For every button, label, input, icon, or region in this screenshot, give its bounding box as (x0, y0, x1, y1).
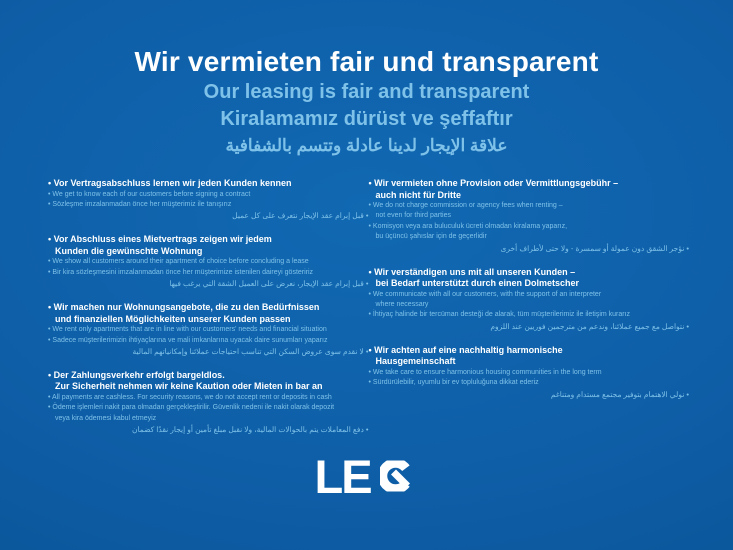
german-statement: • Vor Abschluss eines Mietvertrags zeigen wir jedem Kunden die gewünschte Wohnung (48, 234, 272, 256)
arabic-translation: • دفع المعاملات يتم بالحوالات المالية، ولا نقبل مبلغ تأمين أو إيجار نقدًا كضمان (132, 425, 369, 435)
german-statement: • Vor Vertragsabschluss lernen wir jeden Kunden kennen (48, 178, 292, 188)
headline-arabic: علاقة الإيجار لدينا عادلة وتتسم بالشفافية (225, 136, 508, 155)
english-translation: • We take care to ensure harmonious housing communities in the long term (368, 368, 602, 376)
info-section-show-apartment (48, 234, 369, 289)
svg-text:LE: LE (316, 450, 371, 494)
info-section-harmonious-community (369, 345, 690, 400)
headline-english: Our leasing is fair and transparent (203, 81, 530, 103)
turkish-translation: • Bir kira sözleşmesini imzalanmadan önce her müşterimize istenilen daireyi gösteririz (48, 268, 314, 276)
leg-logo (316, 450, 417, 494)
turkish-translation: • Sadece müşterilerimizin ihtiyaçlarına ve mali imkanlarına uyacak daire sunumları yaparız (48, 336, 328, 344)
english-translation: • We do not charge commission or agency fees when renting – not even for third parties (368, 202, 563, 220)
english-translation: • We communicate with all our customers, with the support of an interpreter where necessary (368, 290, 602, 309)
turkish-translation: • Sözleşme imzalanmadan önce her müşterimiz ile tanışırız (48, 200, 232, 208)
english-translation: • We show all customers around their apartment of choice before concluding a lease (48, 258, 309, 266)
info-section-suitable-offers (48, 302, 369, 357)
turkish-translation: • İhtiyaç halinde bir tercüman desteği de alarak, tüm müşterilerimiz ile iletişim kurarız (368, 311, 631, 319)
right-column (369, 178, 690, 448)
turkish-translation: • Komisyon veya ara buluculuk ücreti olmadan kiralama yaparız, bu üçüncü şahıslar için de geçerlidir (368, 222, 568, 241)
english-translation: • All payments are cashless. For security reasons, we do not accept rent or deposits in cash (48, 393, 332, 401)
left-column (48, 178, 369, 448)
german-statement: • Wir machen nur Wohnungsangebote, die zu den Bedürfnissen und finanziellen Möglichkeiten unserer Kunden passen (48, 302, 320, 324)
english-translation: • We get to know each of our customers before signing a contract (48, 190, 251, 198)
german-statement: • Der Zahlungsverkehr erfolgt bargeldlos. Zur Sicherheit nehmen wir keine Kaution oder Mieten in bar an (48, 369, 323, 392)
turkish-translation: • Ödeme işlemleri nakit para olmadan gerçekleştirilir. Güvenlik nedeni ile nakit olarak depozit veya kira ödemesi kabul etmeyiz (48, 404, 335, 422)
arabic-translation: • قبل إبرام عقد الإيجار نتعرف على كل عميل (232, 211, 369, 221)
turkish-translation: • Sürdürülebilir, uyumlu bir ev topluluğuna dikkat ederiz (368, 379, 539, 387)
info-section-no-commission (369, 178, 690, 254)
arabic-translation: • قبل إبرام عقد الإيجار، نعرض على العميل الشقة التي يرغب فيها (169, 279, 369, 289)
leg-logo-graphic (316, 450, 417, 494)
info-section-know-customers (48, 178, 369, 221)
headline-turkish: Kiralamamız dürüst ve şeffaftır (220, 108, 513, 130)
german-statement: • Wir verständigen uns mit all unseren Kunden – bei Bedarf unterstützt durch einen Dolmetscher (368, 266, 580, 289)
info-section-interpreter (369, 267, 690, 332)
english-translation: • We rent only apartments that are in line with our customers' needs and financial situation (48, 326, 327, 334)
arabic-translation: • لا نقدم سوى عروض السكن التي تناسب احتياجات عملائنا وإمكانياتهم المالية (132, 346, 369, 356)
german-statement: • Wir vermieten ohne Provision oder Vermittlungsgebühr – auch nicht für Dritte (368, 178, 619, 200)
arabic-translation: • نؤجر الشقق دون عمولة أو سمسرة - ولا حتى لأطراف أخرى (500, 243, 689, 253)
german-statement: • Wir achten auf eine nachhaltig harmonische Hausgemeinschaft (368, 344, 563, 367)
headline-german: Wir vermieten fair und transparent (134, 46, 599, 77)
arabic-translation: • نتواصل مع جميع عملائنا، وندعم من مترجمين فوريين عند اللزوم (490, 321, 689, 331)
header (0, 0, 733, 159)
arabic-translation: • نولي الاهتمام بتوفير مجتمع مستدام ومتناغم (550, 389, 689, 399)
content-columns (0, 178, 733, 448)
info-section-cashless-payments (48, 370, 369, 435)
